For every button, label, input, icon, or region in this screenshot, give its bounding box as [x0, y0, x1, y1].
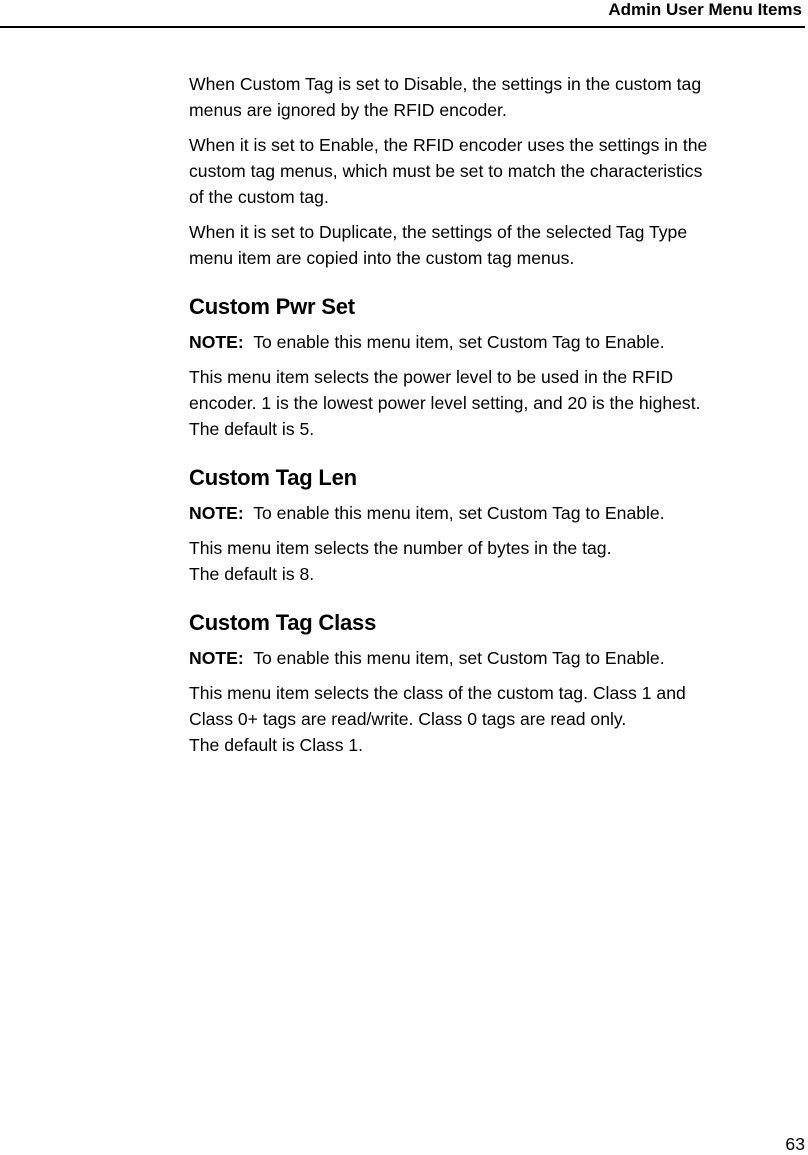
- text-line: menu item are copied into the custom tag menus.: [189, 248, 575, 268]
- text-line: custom tag menus, which must be set to match the characteristics: [189, 161, 703, 181]
- section-custom-tag-class: [189, 609, 804, 758]
- note: [189, 500, 804, 526]
- text-line: The default is 5.: [189, 419, 315, 439]
- text-line: The default is Class 1.: [189, 735, 364, 755]
- text-line: The default is 8.: [189, 564, 315, 584]
- note-text: To enable this menu item, set Custom Tag to Enable.: [253, 503, 665, 523]
- note-label: NOTE:: [189, 503, 244, 523]
- text-line: This menu item selects the class of the custom tag. Class 1 and: [189, 683, 686, 703]
- section-body: [189, 364, 804, 442]
- section-heading: Custom Pwr Set: [189, 294, 355, 319]
- text-line: This menu item selects the number of bytes in the tag.: [189, 538, 612, 558]
- running-header: [0, 0, 805, 28]
- note-text: To enable this menu item, set Custom Tag to Enable.: [253, 648, 665, 668]
- intro-block: [189, 71, 804, 271]
- text-line: When it is set to Enable, the RFID encoder uses the settings in the: [189, 135, 708, 155]
- section-body: [189, 680, 804, 758]
- section-custom-tag-len: [189, 464, 804, 587]
- note: [189, 329, 804, 355]
- text-line: menus are ignored by the RFID encoder.: [189, 100, 507, 120]
- page-number: 63: [785, 1134, 805, 1154]
- running-header-title: Admin User Menu Items: [608, 0, 802, 19]
- note-label: NOTE:: [189, 332, 244, 352]
- section-body: [189, 535, 804, 587]
- text-line: When it is set to Duplicate, the settings of the selected Tag Type: [189, 222, 688, 242]
- intro-paragraph: [189, 132, 804, 210]
- text-line: Class 0+ tags are read/write. Class 0 tags are read only.: [189, 709, 627, 729]
- text-line: When Custom Tag is set to Disable, the settings in the custom tag: [189, 74, 702, 94]
- text-line: encoder. 1 is the lowest power level setting, and 20 is the highest.: [189, 393, 701, 413]
- section-heading: Custom Tag Len: [189, 465, 357, 490]
- intro-paragraph: [189, 219, 804, 271]
- page-content: [189, 71, 804, 758]
- intro-paragraph: [189, 71, 804, 123]
- note-label: NOTE:: [189, 648, 244, 668]
- text-line: of the custom tag.: [189, 187, 329, 207]
- text-line: This menu item selects the power level to be used in the RFID: [189, 367, 674, 387]
- note: [189, 645, 804, 671]
- section-heading: Custom Tag Class: [189, 610, 377, 635]
- section-custom-pwr-set: [189, 293, 804, 442]
- note-text: To enable this menu item, set Custom Tag to Enable.: [253, 332, 665, 352]
